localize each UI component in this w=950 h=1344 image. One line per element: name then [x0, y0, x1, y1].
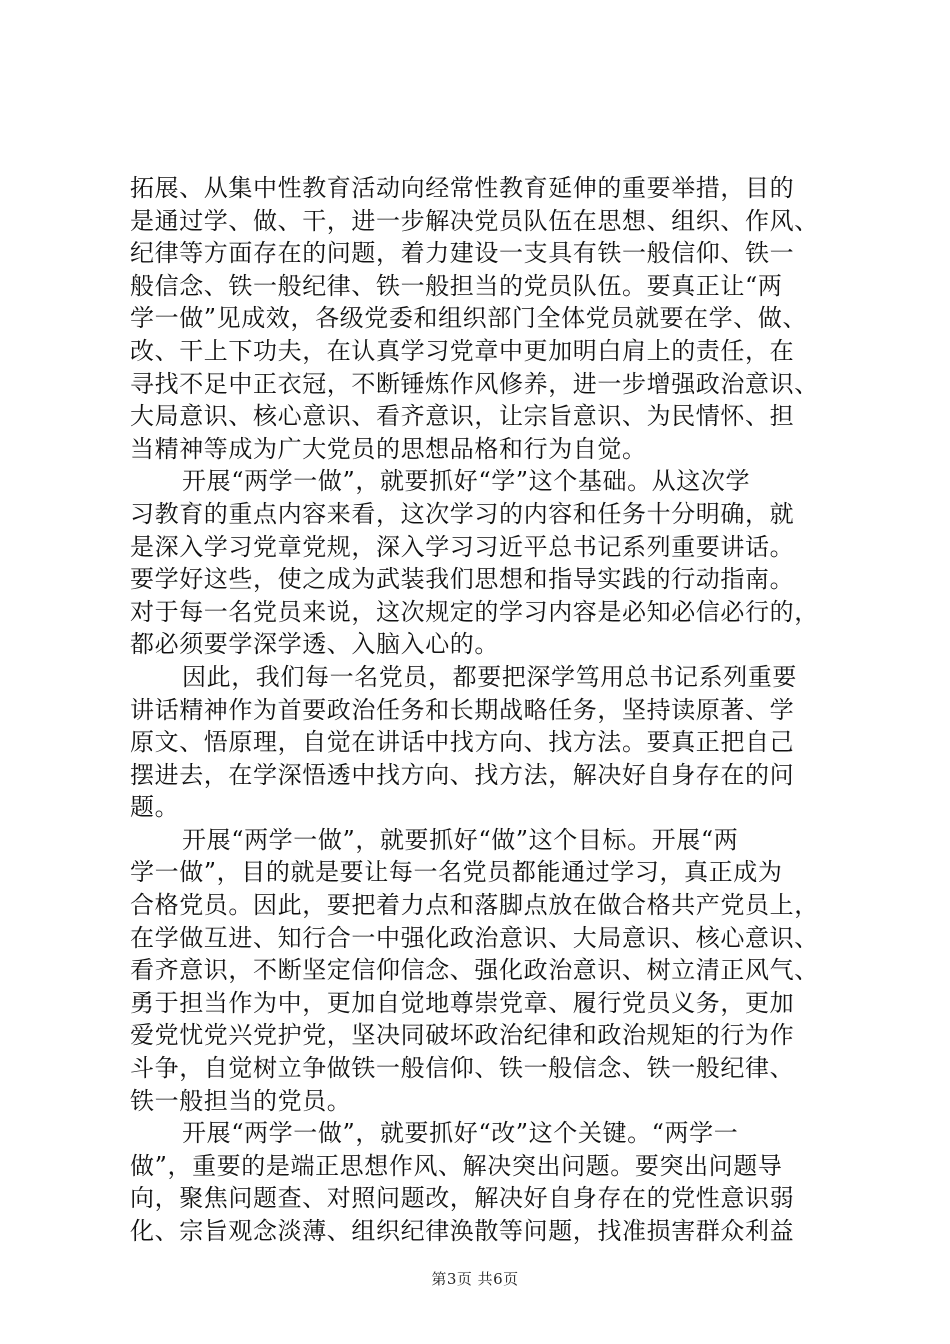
text-line: 是深入学习党章党规，深入学习习近平总书记系列重要讲话。	[130, 532, 795, 561]
text-line: 都必须要学深学透、入脑入心的。	[130, 630, 499, 659]
paragraph	[130, 1117, 830, 1247]
text-line: 学一做”见成效，各级党委和组织部门全体党员就要在学、做、	[130, 304, 808, 333]
text-line: 合格党员。因此，要把着力点和落脚点放在做合格共产党员上，	[130, 891, 819, 920]
text-line: 要学好这些，使之成为武装我们思想和指导实践的行动指南。	[130, 565, 795, 594]
paragraph	[130, 172, 830, 465]
text-line: 习教育的重点内容来看，这次学习的内容和任务十分明确，就	[130, 499, 795, 528]
text-line: 学一做”，目的就是要让每一名党员都能通过学习，真正成为	[130, 858, 783, 887]
text-line: 在学做互进、知行合一中强化政治意识、大局意识、核心意识、	[130, 923, 819, 952]
text-line: 般信念、铁一般纪律、铁一般担当的党员队伍。要真正让“两	[130, 271, 783, 300]
text-line: 寻找不足中正衣冠，不断锤炼作风修养，进一步增强政治意识、	[130, 369, 819, 398]
text-line: 原文、悟原理，自觉在讲话中找方向、找方法。要真正把自己	[130, 728, 795, 757]
text-line: 做”，重要的是端正思想作风、解决突出问题。要突出问题导	[130, 1151, 783, 1180]
text-line: 铁一般担当的党员。	[130, 1086, 352, 1115]
text-line: 大局意识、核心意识、看齐意识，让宗旨意识、为民情怀、担	[130, 402, 795, 431]
text-line: 当精神等成为广大党员的思想品格和行为自觉。	[130, 434, 647, 463]
paragraph	[130, 824, 830, 1117]
text-line: 斗争，自觉树立争做铁一般信仰、铁一般信念、铁一般纪律、	[130, 1054, 795, 1083]
text-line: 是通过学、做、干，进一步解决党员队伍在思想、组织、作风、	[130, 206, 819, 235]
paragraph	[130, 661, 830, 824]
text-line: 看齐意识，不断坚定信仰信念、强化政治意识、树立清正风气、	[130, 956, 819, 985]
text-line: 纪律等方面存在的问题，着力建设一支具有铁一般信仰、铁一	[130, 239, 795, 268]
text-line: 开展“两学一做”，就要抓好“做”这个目标。开展“两	[182, 825, 739, 854]
text-line: 勇于担当作为中，更加自觉地尊崇党章、履行党员义务，更加	[130, 988, 795, 1017]
text-line: 爱党忧党兴党护党，坚决同破坏政治纪律和政治规矩的行为作	[130, 1021, 795, 1050]
text-line: 开展“两学一做”，就要抓好“学”这个基础。从这次学	[182, 467, 751, 496]
document-body	[130, 172, 830, 1248]
text-line: 讲话精神作为首要政治任务和长期战略任务，坚持读原著、学	[130, 695, 795, 724]
text-line: 对于每一名党员来说，这次规定的学习内容是必知必信必行的，	[130, 597, 819, 626]
text-line: 开展“两学一做”，就要抓好“改”这个关键。“两学一	[182, 1119, 739, 1148]
text-line: 化、宗旨观念淡薄、组织纪律涣散等问题，找准损害群众利益	[130, 1217, 795, 1245]
text-line: 因此，我们每一名党员，都要把深学笃用总书记系列重要	[182, 662, 797, 691]
text-line: 拓展、从集中性教育活动向经常性教育延伸的重要举措，目的	[130, 174, 795, 202]
text-line: 改、干上下功夫，在认真学习党章中更加明白肩上的责任，在	[130, 336, 795, 365]
page-footer: 第3页 共6页	[431, 1270, 519, 1288]
text-line: 摆进去，在学深悟透中找方向、找方法，解决好自身存在的问	[130, 760, 795, 789]
text-line: 向，聚焦问题查、对照问题改，解决好自身存在的党性意识弱	[130, 1184, 795, 1213]
paragraph	[130, 465, 830, 661]
text-line: 题。	[130, 793, 180, 822]
